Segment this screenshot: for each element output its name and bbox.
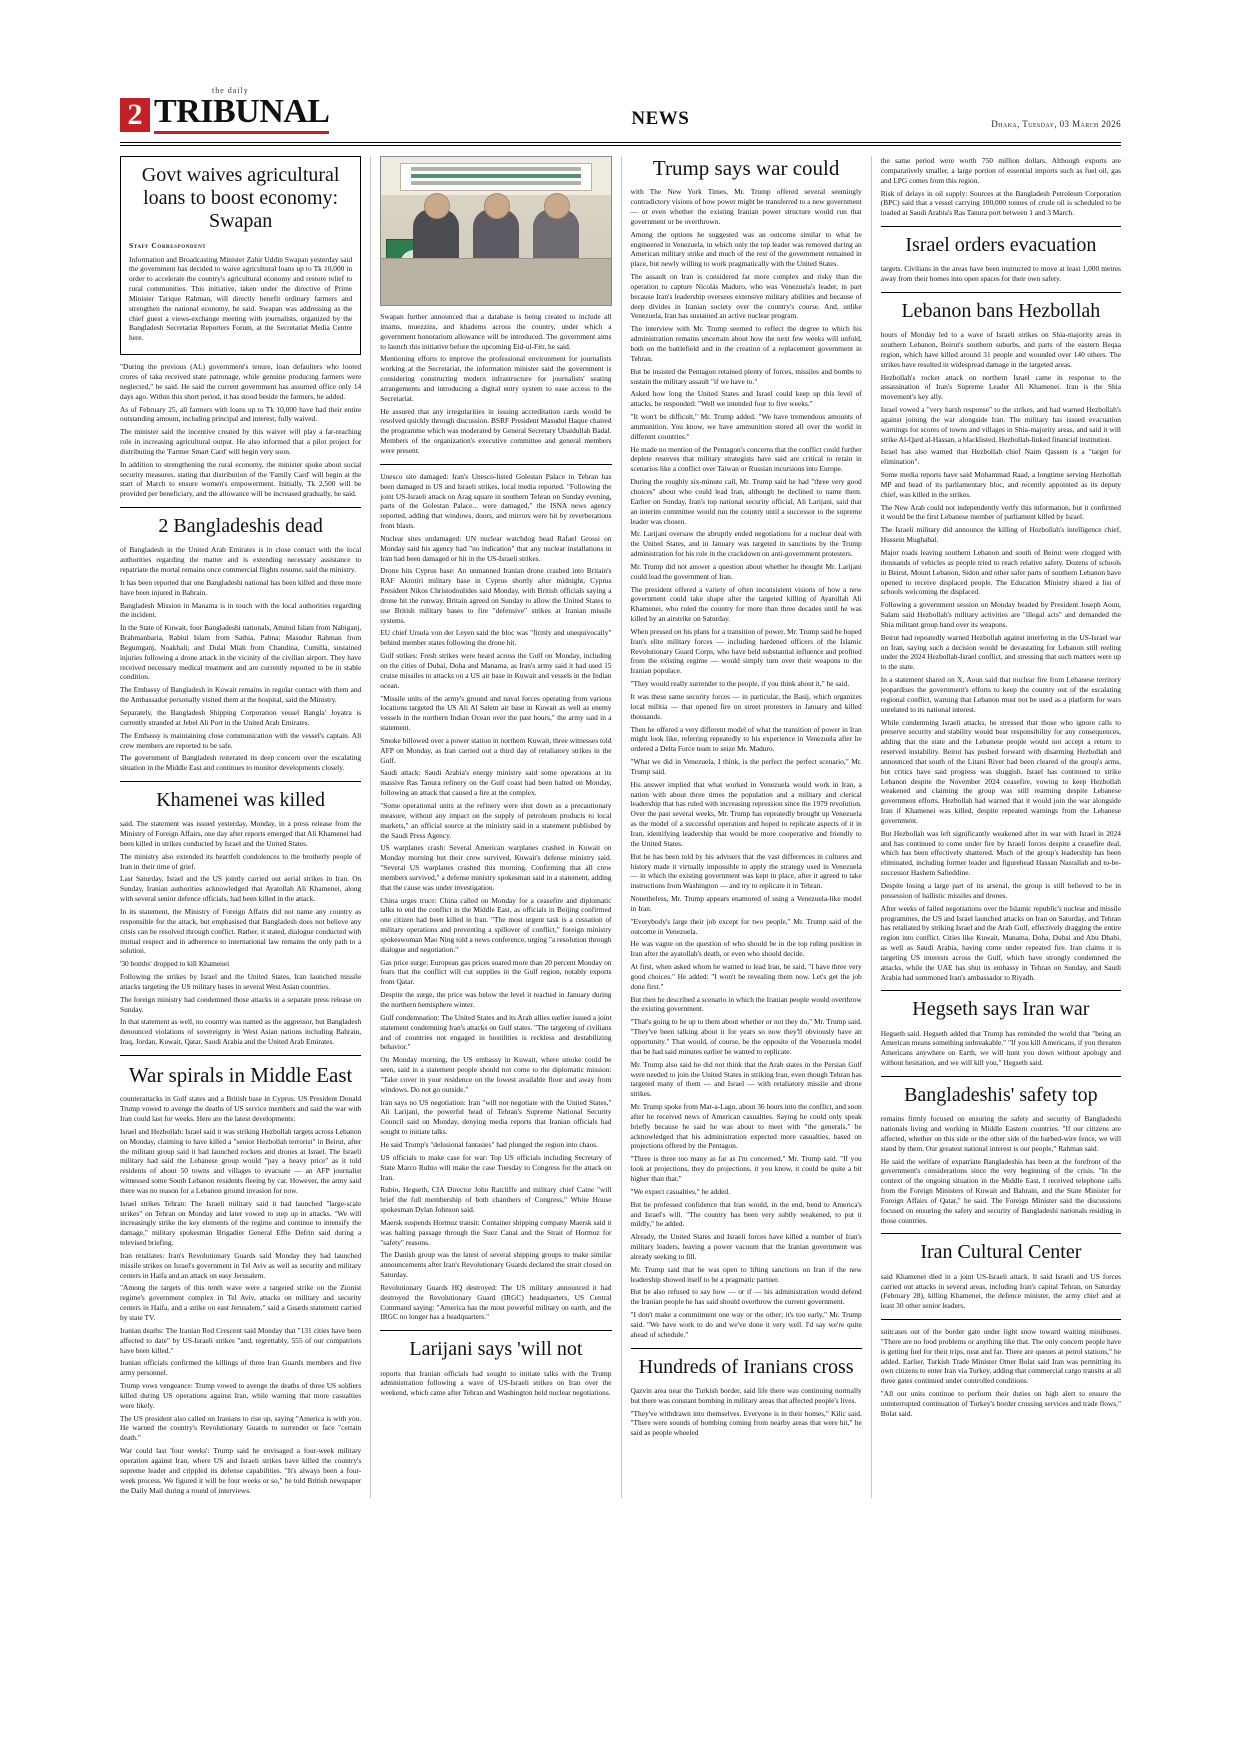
article-paragraph: Following a government session on Monday headed by President Joseph Aoun, Salam said Hezbollah's military activities are "illegal acts" and demanded the Shia militant group hand over its weapons.: [880, 600, 1121, 629]
article-paragraph: It was these same security forces — in particular, the Basij, which organizes local militia — that opened fire on street protesters in January and killed thousands.: [630, 692, 862, 721]
article-paragraph: He was vague on the question of who should be in the top ruling position in Iran after the ayatollah's death, or even who should decide.: [630, 939, 862, 959]
article-paragraph: Nonetheless, Mr. Trump appears enamored of using a Venezuela-like model in Iran.: [630, 894, 862, 913]
article-paragraph: After weeks of failed negotiations over the Islamic republic's nuclear and missile programmes, the US and Israel launched attacks on Iran on Saturday, and Tehran has retaliated by striking Israel and the Arab Gulf, effectively dragging the entire region into conflict. Cities like Kuwait, Manama, Doha, Dubai and Abu Dhabi, as well as Saudi Arabia, having come under repeated fire. Iran claims it is targeting US interests across the Gulf, which have strongly condemned the attacks, while the UAE has shut its embassy in Tehran on Sunday, and Saudi Arabia had summoned Iran's ambassador to Riyadh.: [880, 903, 1121, 982]
article-paragraph: Trump vows vengeance: Trump vowed to avenge the deaths of three US soldiers killed during US operations against Iran, while warning that more casualties were likely.: [120, 1381, 362, 1410]
section-divider: [120, 781, 361, 782]
article-paragraph: Already, the United States and Israeli forces have killed a number of Iran's military leaders, leaving a power vacuum that the Iranian government was already seeking to fill.: [630, 1232, 862, 1261]
section-divider: [380, 464, 611, 465]
article-govt-waives: [120, 156, 361, 355]
banner-line-2: [411, 174, 582, 178]
article-paragraph: The Israeli military did announce the killing of Hezbollah's intelligence chief, Hussein Mughabal.: [880, 525, 1121, 545]
article-paragraph: Iranian officials confirmed the killings of three Iran Guards members and five army personnel.: [120, 1358, 362, 1378]
article-paragraph: counterattacks in Gulf states and a British base in Cyprus. US President Donald Trump vowed to avenge the deaths of US service members and said the war with Iran could last for weeks. Here are the latest developments:: [120, 1094, 362, 1123]
article-paragraph: Asked how long the United States and Israel could keep up this level of attacks, he responded: "Well we intended four to five weeks.": [630, 389, 862, 409]
article-paragraph: Israel vowed a "very harsh response" to the strikes, and had warned Hezbollah's against joining the war alongside Iran. The military has issued evacuation warnings for scores of towns and villages in Shia-majority areas, and said it will strike Al-Qard al-Hassan, a blacklisted, Hezbollah-linked financial institution.: [880, 405, 1121, 444]
article-paragraph: said. The statement was issued yesterday, Monday, in a press release from the Ministry of Foreign Affairs, one day after reports emerged that Ali Khamenei had been killed in strikes conducted by Israel and the United States.: [120, 819, 362, 848]
article-paragraph: In addition to strengthening the rural economy, the minister spoke about social security measures, stating that distribution of the 'Family Card' will begin at the start of March to ensure women's empowerment. Initially, Tk 2,500 will be provided per beneficiary, and the allowance will be increased gradually, he said.: [120, 459, 362, 499]
article-paragraph: The interview with Mr. Trump seemed to reflect the degree to which his administration remains uncertain about how the next few weeks will unfold, both on the battlefield and in the creation of a replacement government in Tehran.: [630, 324, 862, 363]
article-paragraph: "Some operational units at the refinery were shut down as a precautionary measure, without any impact on the supply of petroleum products to local markets," an official source at the ministry said in a statement published by the Saudi Press Agency.: [380, 800, 612, 840]
section-divider: [120, 1055, 361, 1056]
article-paragraph: "They would really surrender to the people, if you think about it," he said.: [630, 679, 850, 689]
section-divider: [881, 1319, 1121, 1320]
column-3: [621, 156, 871, 1498]
article-paragraph: "It won't be difficult," Mr. Trump added. "We have tremendous amounts of ammunition. You know, we have ammunition stored all over the world in different countries.": [630, 412, 862, 441]
article-photo: [380, 156, 611, 306]
logo-badge: 2: [120, 98, 150, 132]
article-paragraph: The minister said the incentive created by this waiver will play a far-reaching role in increasing agricultural output. He also informed that a pilot project for distributing the 'Farmer Smart Card' will begin very soon.: [120, 427, 362, 456]
article-headline: Trump says war could: [652, 156, 840, 180]
article-paragraph: Despite the surge, the price was below the level it reached in January during the northern hemisphere winter.: [380, 990, 612, 1009]
article-headline: Hundreds of Iranians cross: [638, 1355, 854, 1378]
article-headline: Bangladeshis' safety top: [904, 1084, 1098, 1106]
article-paragraph: of Bangladesh in the United Arab Emirates is in close contact with the local authorities regarding the matter and is extending necessary assistance to repatriate the mortal remains once commercial flights resume, said the ministry.: [120, 545, 362, 574]
article-paragraph: He said Trump's "delusional fantasies" had plunged the region into chaos.: [380, 1139, 599, 1149]
article-paragraph: Iran retaliates: Iran's Revolutionary Guards said Monday they had launched missile strikes on Israel's government in Tel Aviv as well as security and military centers in Haifa and an attack on easy Jerusalem.: [120, 1250, 362, 1280]
article-paragraph: "Missile units of the army's ground and naval forces operating from various locations targeted the US Ali Al Salem air base in Kuwait as well as enemy vessels in the northern Indian Ocean over the past hours," the army said in a statement.: [380, 693, 612, 733]
article-paragraph: Iranian deaths: The Iranian Red Crescent said Monday that "131 cities have been affected to date" by US-Israeli strikes "and, regrettably, 555 of our compatriots have been killed.": [120, 1325, 362, 1355]
section-divider: [120, 507, 361, 508]
article-headline: Khamenei was killed: [156, 789, 326, 812]
article-paragraph: "What we did in Venezuela, I think, is the perfect the perfect scenario," Mr. Trump said.: [630, 757, 862, 776]
article-paragraph: But he professed confidence that Iran would, in the end, bend to America's and Israel's will. "The country has been very subtly weakened, to put it mildly," he added.: [630, 1199, 862, 1229]
column-1: [120, 156, 370, 1498]
article-paragraph: His answer implied that what worked in Venezuela would work in Iran, a nation with about three times the population and a military and clerical leadership that has ruled with increasing repression since the 1979 revolution. Over the past several weeks, Mr. Trump has repeatedly brought up Venezuela as the model of a successful operation and hoped to replicate aspects of it in Iran, identifying leadership that would be more cooperative and friendly to the United States.: [630, 779, 862, 848]
article-headline: 2 Bangladeshis dead: [158, 515, 323, 538]
article-paragraph: The US president also called on Iranians to rise up, saying "America is with you. He warned the country's Revolutionary Guards to surrender or face "certain death.": [120, 1413, 362, 1443]
article-paragraph: Then he offered a very different model of what the transition of power in Iran might look like, referring repeatedly to his experience in Venezuela after he ordered a Delta Force team to seize Mr. Maduro.: [630, 724, 862, 754]
article-paragraph: targets. Civilians in the areas have been instructed to move at least 1,000 metres away from their homes into open spaces for their own safety.: [880, 264, 1121, 284]
article-paragraph: "Everybody's large their job except for two people," Mr. Trump said of the outcome in Venezuela.: [630, 916, 862, 936]
logo-subtitle: the daily: [212, 86, 249, 95]
photo-banner: [400, 163, 593, 191]
article-paragraph: In its statement, the Ministry of Foreign Affairs did not name any country as responsible for the attack, but emphasised that Bangladesh does not believe any crisis can be resolved through conflict. Rather, it stated, dialogue conducted with mutual respect and in adherence to international law remains the only path to a solution.: [120, 906, 362, 956]
article-paragraph: Swapan further announced that a database is being created to include all imams, muezzins, and khadems across the country, under which a government honorarium allowance will be introduced. The government aims to launch this initiative before the upcoming Eid-ul-Fitr, he said.: [380, 312, 612, 351]
article-paragraph: But he has been told by his advisers that the vast differences in cultures and history made it virtually impossible to apply the strategy used in Venezuela — in which the existing government was kept in place, after it agreed to take instructions from Washington — and try to replicate it in Tehran.: [630, 851, 862, 891]
article-paragraph: The Embassy is maintaining close communication with the vessel's captain. All crew members are reported to be safe.: [120, 730, 362, 750]
article-paragraph: Israel strikes Tehran: The Israeli military said it had launched "large-scale strikes" on Tehran on Monday and later vowed to step up in attacks. "We will increasingly strike the key elements of the regime and continue to intensify the damage," military spokesman Brigadier General Effie Defrin said during a televised briefing.: [120, 1198, 362, 1248]
article-paragraph: "During the previous (AL) government's tenure, loan defaulters who looted crores of taka received state patronage, while genuine producing farmers were neglected," he said. He said the current government has assumed office only 14 days ago. Within this short period, it has stood beside the farmers, he added.: [120, 362, 362, 401]
article-paragraph: Gulf condemnation: The United States and its Arab allies earlier issued a joint statement condemning Iran's attacks on Gulf states. "The targeting of civilians and of countries not engaged in hostilities is reckless and destabilizing behavior.": [380, 1012, 612, 1052]
article-paragraph: Last Saturday, Israel and the US jointly carried out aerial strikes in Iran. On Sunday, Iranian authorities acknowledged that Ayatollah Ali Khamenei, along with several senior defence officials, had been killed in the attack.: [120, 874, 362, 904]
article-paragraph: Despite losing a large part of its arsenal, the group is still believed to be in possession of ballistic missiles and drones.: [880, 881, 1121, 900]
article-paragraph: Mentioning efforts to improve the professional environment for journalists working at the Secretariat, the information minister said the government is considering constructing modern infrastructure for journalists' seating arrangements and introducing a digital entry system to ease access to the Secretariat.: [380, 354, 612, 403]
article-paragraph: The assault on Iran is considered far more complex and risky than the operation to capture Nicolás Maduro, who was Venezuela's leader, in part because Iran's leadership oversees extensive military abilities and because of deep divides in Iranian society over the country's course. And, unlike Venezuela, Iran has sustained an active nuclear program.: [630, 272, 862, 321]
article-paragraph: Information and Broadcasting Minister Zahir Uddin Swapan yesterday said the government has decided to waive agricultural loans up to Tk 10,000 in order to accelerate the country's agricultural economy and restore relief to rural communities. This initiative, taken under the directive of Prime Minister Tarique Rahman, will directly benefit ordinary farmers and strengthen the national economy, he said. Swapan was addressing as the chief guest a views-exchange meeting with journalists, organized by the Bangladesh Secretariat Reporters Forum, at the Secretariat Media Centre here.: [129, 254, 353, 343]
article-paragraph: Israel has also warned that Hezbollah chief Naim Qassem is a "target for elimination".: [880, 447, 1121, 467]
section-divider: [881, 226, 1121, 227]
masthead: [120, 86, 1121, 140]
article-paragraph: The government of Bangladesh reiterated its deep concern over the escalating situation in the Middle East and continues to monitor developments closely.: [120, 753, 362, 773]
article-paragraph: He assured that any irregularities in issuing accreditation cards would be resolved quickly through discussion. BSRF President Masudul Haque chaired the programme which was moderated by General Secretary Ubaidullah Badal. Members of the organization's executive committee and general members were present.: [380, 406, 612, 455]
article-paragraph: In that statement as well, no country was named as the aggressor, but Bangladesh denounced violations of sovereignty in West Asian nations including Bahrain, Iraq, Jordan, Kuwait, Qatar, Saudi Arabia and the United Arab Emirates.: [120, 1017, 362, 1047]
article-paragraph: remains firmly focused on ensuring the safety and security of Bangladeshi nationals living and working in Middle Eastern countries. "If our citizens are affected, whether on this side or the other side of the barbed-wire fence, we will stand by them. Our greatest national interest is our people," Rahman said.: [880, 1114, 1121, 1153]
article-paragraph: Following the strikes by Israel and the United States, Iran launched missile attacks targeting the US military bases in several West Asian countries.: [120, 972, 362, 991]
article-paragraph: War could last 'four weeks': Trump said he envisaged a four-week military operation against Iran, where US and Israeli strikes have killed the country's supreme leader and crippled its defense capabilities. "It's always been a four-week process. We figured it will be four weeks or so," he told British newspaper the Daily Mail during a round of interviews.: [120, 1446, 362, 1495]
logo-rule: [154, 131, 329, 134]
article-headline: Lebanon bans Hezbollah: [901, 299, 1101, 322]
article-paragraph: Some media reports have said Mohammad Raad, a longtime serving Hezbollah MP and head of its parliamentary bloc, and recently appointed as its deputy chief, was killed in the strikes.: [880, 470, 1121, 499]
section-divider: [881, 990, 1121, 991]
photo-scene: [381, 195, 610, 305]
article-paragraph: As of February 25, all farmers with loans up to Tk 10,000 have had their entire outstanding amount, including principal and interest, fully waived.: [120, 404, 362, 424]
section-divider: [380, 1330, 611, 1331]
photo-table: [381, 258, 610, 305]
article-paragraph: The New Arab could not independently verify this information, but it confirmed it would be the first Lebanese member of parliament killed by Israel.: [880, 502, 1121, 522]
article-paragraph: Hezbollah's rocket attack on northern Israel came in response to the assassination of Iran's Supreme Leader Ali Khamenei. Iran is the Shia movement's key ally.: [880, 372, 1121, 402]
columns-container: [120, 156, 1121, 1498]
section-divider: [631, 1348, 862, 1349]
article-paragraph: Qazvin area near the Turkish border, said life there was continuing normally but there was constant bombing in military areas that affected people's lives.: [630, 1385, 862, 1405]
article-byline: Staff Correspondent: [129, 240, 207, 250]
photo-backdrop-top: [381, 157, 610, 196]
article-paragraph: Mr. Trump also said he did not think that the Arab states in the Persian Gulf were needed to join the United States in striking Iran, even though Tehran has targeted many of them — and Israel — with retaliatory missile and drone strikes.: [630, 1059, 862, 1099]
article-paragraph: "Three is three too many as far as I'm concerned," Mr. Trump said. "If you look at projections, they do projections, it you know, it could be quite a bit higher than that.": [630, 1154, 862, 1183]
article-paragraph: Saudi attack: Saudi Arabia's energy ministry said some operations at its massive Ras Tanura refinery on the Gulf coast had been halted on Monday, following an attack that caused a fire at the complex.: [380, 768, 612, 798]
dateline: Dhaka, Tuesday, 03 March 2026: [991, 119, 1121, 129]
article-paragraph: While condemning Israeli attacks, he stressed that those who ignore calls to preserve security and stability would bear responsibility for any consequences, adding that the state and the Lebanese people would not accept a return to reserved instability. Beirut has pushed forward with disarming Hezbollah and announced that south of the Litani River had been cleared of the group's arms, but critics have said progress was sluggish. Israel has continued to strike Lebanon despite the November 2024 ceasefire, vowing to keep Hezbollah weakened and claiming the group was still rearming despite Lebanese government efforts. Hezbollah had warned that it would join the war alongside Iran if Khamenei was killed, despite repeated warnings from the Lebanese government.: [880, 717, 1121, 825]
article-paragraph: Rubio, Hegseth, CIA Director John Ratcliffe and military chief Caine "will brief the full membership of both chambers of Congress," White House spokesman Dylan Johnson said.: [380, 1185, 612, 1215]
article-paragraph: "That's going to be up to them about whether or not they do," Mr. Trump said. "They've been talking about it for years so now they'll obviously have an opportunity." That would, of course, be the opposite of the Venezuela model that he had said minutes earlier he wanted to replicate.: [630, 1017, 862, 1056]
article-paragraph: US warplanes crash: Several American warplanes crashed in Kuwait on Monday morning but their crew survived, Kuwait's defense ministry said. "Several US warplanes crashed this morning. Confirming that all crew members survived," a defense ministry spokesman said in a statement, adding that the cause was under investigation.: [380, 843, 612, 892]
article-paragraph: suitcases out of the border gate under light snow toward waiting minibuses. "There are no food problems or anything like that. The only concern people have is getting fuel for their trips, neat and far. There are queues at petrol stations," he added. Earlier, Turkish Trade Minister Omer Bolat said Iran was permitting its own citizens to enter Iran via Turkey, adding that commercial cargo transits at all three gates continued under controlled conditions.: [880, 1327, 1121, 1386]
article-paragraph: Gas price surge: European gas prices soared more than 20 percent Monday on fears that the conflict will cut supplies in the Gulf region, notably exports from Qatar.: [380, 957, 612, 987]
logo-title: TRIBUNAL: [154, 93, 330, 130]
article-headline: Govt waives agricultural loans to boost economy: Swapan: [141, 164, 340, 233]
article-paragraph: hours of Monday led to a wave of Israeli strikes on Shia-majority areas in southern Lebanon, Beirut's southern suburbs, and parts of the eastern Beqaa region, which have killed around 31 people and wounded over 140 others. The strikes have resulted in widespread damage in the targeted areas.: [880, 330, 1121, 369]
article-paragraph: The president offered a variety of often inconsistent visions of how a new government could take shape after the targeted killing of Ayatollah Ali Khamenei, who ruled the country for more than three decades until he was killed by an airstrike on Saturday.: [630, 584, 862, 624]
article-paragraph: The ministry also extended its heartfelt condolences to the brotherly people of Iran in their time of grief.: [120, 851, 362, 871]
article-headline: Israel orders evacuation: [905, 234, 1097, 257]
article-paragraph: EU chief Ursula von der Leyen said the bloc was "firmly and unequivocally" behind member states following the drone hit.: [380, 628, 612, 648]
article-paragraph: Maersk suspends Hormuz transit: Container shipping company Maersk said it was halting passage through the Suez Canal and the Strait of Hormuz for "safety" reasons.: [380, 1217, 612, 1247]
article-paragraph: Iran says no US negotiation: Iran "will not negotiate with the United States," Ali Larijani, the powerful head of Tehran's Supreme National Security Council said on Monday, denying media reports that Iranian officials had sought to initiate talks.: [380, 1097, 612, 1137]
article-paragraph: Hegseth said. Hegseth added that Trump has reminded the world that "being an American means something unbreakable." "If you kill Americans, if you threaten Americans anywhere on Earth, we will hunt you down without apology and without hesitation, and we will kill you," Hegseth said.: [880, 1028, 1121, 1068]
article-paragraph: Mr. Trump did not answer a question about whether he thought Mr. Larijani could lead the government of Iran.: [630, 561, 862, 581]
newspaper-logo: [120, 86, 330, 134]
column-2: [370, 156, 620, 1498]
article-paragraph: He made no mention of the Pentagon's concerns that the conflict could further deplete reserves that military strategists have said are critical to retain in scenarios like a conflict over Taiwan or Russian incursions into Europe.: [630, 444, 862, 474]
banner-line-1: [411, 167, 582, 171]
section-divider: [881, 1233, 1121, 1234]
article-paragraph: "They've withdrawn into themselves. Everyone is in their homes," Kilic said. "There were sounds of bombing coming from nearby areas that were hit," he said as people wheeled: [630, 1408, 862, 1438]
section-divider: [881, 292, 1121, 293]
article-paragraph: Mr. Larijani oversaw the abruptly ended negotiations for a nuclear deal with the United States, and in January was targeted in sanctions by the Trump administration for his role in the crackdown on anti-government protesters.: [630, 529, 862, 559]
article-paragraph: Major roads leaving southern Lebanon and south of Beirut were clogged with thousands of vehicles as people tried to reach relative safety. Dozens of schools in Beirut, Mount Lebanon, Sidon and other safer parts of southern Lebanon have opened to receive displaced people. The Education Ministry shared a list of schools welcoming the displaced.: [880, 548, 1121, 597]
article-paragraph: But he also refused to say how — or if — his administration would defend the Iranian people he has said should overthrow the current government.: [630, 1287, 862, 1307]
article-headline: War spirals in Middle East: [128, 1062, 353, 1087]
article-paragraph: The Embassy of Bangladesh in Kuwait remains in regular contact with them and the Ambassador personally visited them at the hospital, said the Ministry.: [120, 685, 362, 705]
article-paragraph: The foreign ministry had condemned those attacks in a separate press release on Sunday.: [120, 994, 362, 1014]
article-paragraph: Mr. Trump said that he was open to lifting sanctions on Iran if the new leadership showed itself to be a pragmatic partner.: [630, 1264, 862, 1284]
article-paragraph: When pressed on his plans for a transition of power, Mr. Trump said he hoped Iran's elite military forces — including hardened officers of the Islamic Revolutionary Guard Corps, who have held substantial influence and profited from the existing regime — would simply turn over their weapons to the Iranian populace.: [630, 626, 862, 676]
article-paragraph: The Danish group was the latest of several shipping groups to make similar announcements after Iran's Revolutionary Guards declared the strait closed on Saturday.: [380, 1250, 612, 1280]
article-paragraph: Mr. Trump spoke from Mar-a-Lago, about 36 hours into the conflict, and soon after he received news of American casualties. Saying he could only speak briefly because he said he was about to meet with "the generals," he acknowledged that his administration expected more casualties, based on projections offered by the Pentagon.: [630, 1102, 862, 1151]
masthead-rule: [120, 142, 1121, 146]
article-paragraph: In a statement shared on X, Aoun said that nuclear fire from Lebanese territory jeopardises the government's efforts to keep the country out of the escalating regional conflict, warning that Lebanon must not be used as a platform for wars unrelated to its national interest.: [880, 675, 1121, 714]
article-paragraph: Among the options he suggested was an outcome similar to what he engineered in Venezuela, in which only the top leader was removed during an American military strike and much of the rest of the government remained in place, but newly willing to work pragmatically with the United States.: [630, 229, 862, 269]
article-paragraph: On Monday morning, the US embassy in Kuwait, where smoke could be seen, said in a statement people should not come to the diplomatic mission: "Take cover in your residence on the lowest available floor and away from windows. Do not go outside.": [380, 1055, 612, 1094]
article-paragraph: said Khamenei died in a joint US-Israeli attack. It said Israeli and US forces carried out attacks in several areas, including Iran's capital Tehran, on Saturday (February 28), killing Khamenei, the defence minister, the army chief and at least 30 other senior leaders.: [880, 1271, 1121, 1311]
article-paragraph: But then he described a scenario in which the Iranian people would overthrow the existing government.: [630, 994, 862, 1014]
article-paragraph: In the State of Kuwait, four Bangladeshi nationals, Aminul Islam from Nabiganj, Brahmanbaria, Rabiul Islam from Sathia, Pabna; Masudur Rahman from Begumganj, Noakhali; and Dulal Miah from Chandina, Cumilla, sustained injuries following a drone attack in the vicinity of the civilian airport. They have received necessary medical treatment and are currently reported to be in stable condition.: [120, 623, 362, 682]
article-paragraph: China urges truce: China called on Monday for a ceasefire and diplomatic talks to end the conflict in the Middle East, as officials in Beijing confirmed one citizen had been killed in Iran. "The most urgent task is a cessation of military operations and preventing a spillover of conflict," foreign ministry spokeswoman Mao Ning told a news conference, urging "a resolution through dialogue and negotiation.": [380, 895, 612, 954]
article-paragraph: Separately, the Bangladesh Shipping Corporation vessel Bangla' Joyatra is currently stranded at Jebel Ali Port in the United Arab Emirates.: [120, 707, 362, 727]
article-paragraph: the same period were worth 750 million dollars. Although exports are comparatively smaller, a large portion of essential imports such as fuel oil, gas and LPG comes from this region.: [880, 156, 1121, 185]
article-paragraph: During the roughly six-minute call, Mr. Trump said he had "three very good choices" about who could lead Iran, although he declined to name them. Earlier on Sunday, Iran's top national security official, Ali Larijani, said that an interim committee would run the country until a successor to the supreme leader was chosen.: [630, 477, 862, 526]
article-paragraph: At first, when asked whom he wanted to lead Iran, he said, "I have three very good choices." He added: "I won't be revealing them now. Let's get the job done first.": [630, 962, 862, 991]
article-paragraph: '30 bombs' dropped to kill Khamenei: [120, 959, 230, 969]
article-paragraph: Drone hits Cyprus base: An unmanned Iranian drone crashed into Britain's RAF Akrotiri military base in Cyprus shortly after midnight, Cyprus President Nikos Christodoulides said Monday, with British officials saying a drone hit the runway. Britain agreed on Sunday to allow the United States to use British military bases to fire "defensive" strikes at Iranian missile systems.: [380, 566, 612, 625]
article-headline: Larijani says 'will not: [409, 1338, 583, 1361]
article-paragraph: But Hezbollah was left significantly weakened after its war with Israel in 2024 and has continued to come under fire by Israeli forces despite a ceasefire deal, which has been effectively shattered. Much of the group's leadership has been eliminated, including former leader and figurehead Hassan Nasrallah and to-be-successor Hashem Safieddine.: [880, 828, 1121, 878]
article-paragraph: Smoke billowed over a power station in northern Kuwait, three witnesses told AFP on Monday, as Iran carried out a third day of retaliatory strikes in the Gulf.: [380, 735, 612, 765]
article-paragraph: Israel and Hezbollah: Israel said it was striking Hezbollah targets across Lebanon on Monday, claiming to have killed a "senior Hezbollah terrorist" in Beirut, after the militant group said it had launched rockets and drones at Israel. The Israeli military had said the Lebanese group would "pay a heavy price" as it told residents of about 50 towns and villages to evacuate — an AFP journalist witnessed some South Lebanon residents fleeing by car. However, the army said there was no reason for a Lebanon ground invasion for now.: [120, 1126, 362, 1195]
article-paragraph: Gulf strikes: Fresh strikes were heard across the Gulf on Monday, including on the cities of Dubai, Doha and Manama, as Iran's army said it had used 15 cruise missiles in attacks on a US air base in Kuwait and vessels in the Indian ocean.: [380, 651, 612, 690]
article-paragraph: reports that Iranian officials had sought to initiate talks with the Trump administration following a wave of US-Israeli strikes on Iran over the weekend, which came after Tehran and Washington held nuclear negotiations.: [380, 1368, 612, 1398]
banner-line-3: [411, 181, 582, 185]
section-title: NEWS: [631, 108, 690, 129]
article-paragraph: But he insisted the Pentagon retained plenty of forces, missiles and bombs to sustain the military assault "if we have to.": [630, 366, 862, 386]
article-paragraph: Beirut had repeatedly warned Hezbollah against interfering in the US-Israel war on Iran, saying such a decision would be devastating for Lebanon still reeling under the 2024 Hezbollah-Israel conflict, and stressing that such matters were up to the state.: [880, 632, 1121, 672]
article-paragraph: He said the welfare of expatriate Bangladeshis has been at the forefront of the government's considerations since the very beginning of the crisis. "In the context of the ongoing situation in the Middle East, I received telephone calls from the Foreign Ministers of Kuwait and Bahrain, and the State Minister for Foreign Affairs of Qatar," he said. The Foreign Minister said the discussions focused on ensuring the safety and security of Bangladeshi nationals residing in those countries.: [880, 1156, 1121, 1225]
column-4: [871, 156, 1121, 1498]
article-paragraph: It has been reported that one Bangladeshi national has been killed and three more have been injured in Bahrain.: [120, 577, 362, 597]
article-paragraph: Nuclear sites undamaged: UN nuclear watchdog head Rafael Grossi on Monday said his agency had "no indication" that any nuclear installations in Iran had been damaged or hit in the US-Israeli strikes.: [380, 533, 612, 563]
section-divider: [881, 1076, 1121, 1077]
article-paragraph: "I don't make a commitment one way or the other; it's too early," Mr. Trump said. "We have work to do and we've done it very well. I'd say we're quite ahead of schedule.": [630, 1310, 862, 1339]
article-headline: Iran Cultural Center: [920, 1241, 1082, 1264]
article-headline: Hegseth says Iran war: [912, 998, 1090, 1021]
article-paragraph: "All our units continue to perform their duties on high alert to ensure the uninterrupted continuation of Turkey's border crossing services and trade flows," Bolat said.: [880, 1389, 1121, 1418]
article-paragraph: US officials to make case for war: Top US officials including Secretary of State Marco Rubio will make the case Tuesday to Congress for the attack on Iran.: [380, 1152, 612, 1182]
article-paragraph: Unesco site damaged: Iran's Unesco-listed Golestan Palace in Tehran has been damaged in US and Israeli strikes, local media reported. "Following the joint US-Israeli attack on Arag square in southern Tehran on Sunday evening, parts of the Golestan Palace... were damaged," the ISNA news agency reported, adding that windows, doors, and mirrors were hit by reverberations from blasts.: [380, 471, 612, 531]
article-paragraph: "Among the targets of this tenth wave were a targeted strike on the Zionist regime's government complex in Tel Aviv, attacks on military and security centers in Haifa, and a strike on east Jerusalem," said a Guards statement carried by state TV.: [120, 1283, 362, 1323]
article-paragraph: Revolutionary Guards HQ destroyed: The US military announced it had destroyed the Revolutionary Guard (IRGC) headquarters, US Central Command saying: "America has the most powerful military on earth, and the IRGC no longer has a headquarters.": [380, 1282, 612, 1322]
article-paragraph: Risk of delays in oil supply: Sources at the Bangladesh Petroleum Corporation (BPC) said that a vessel carrying 100,000 tonnes of crude oil is scheduled to be loaded at Saudi Arabia's Ras Tanura port between 1 and 3 March.: [880, 188, 1121, 218]
article-paragraph: with The New York Times, Mr. Trump offered several seemingly contradictory visions of how power might be transferred to a new government — or even whether the existing Iranian power structure would run that government or be overthrown.: [630, 187, 862, 226]
article-paragraph: "We expect casualties," he added.: [630, 1186, 730, 1196]
article-paragraph: Bangladesh Mission in Manama is in touch with the local authorities regarding the incident.: [120, 600, 362, 620]
